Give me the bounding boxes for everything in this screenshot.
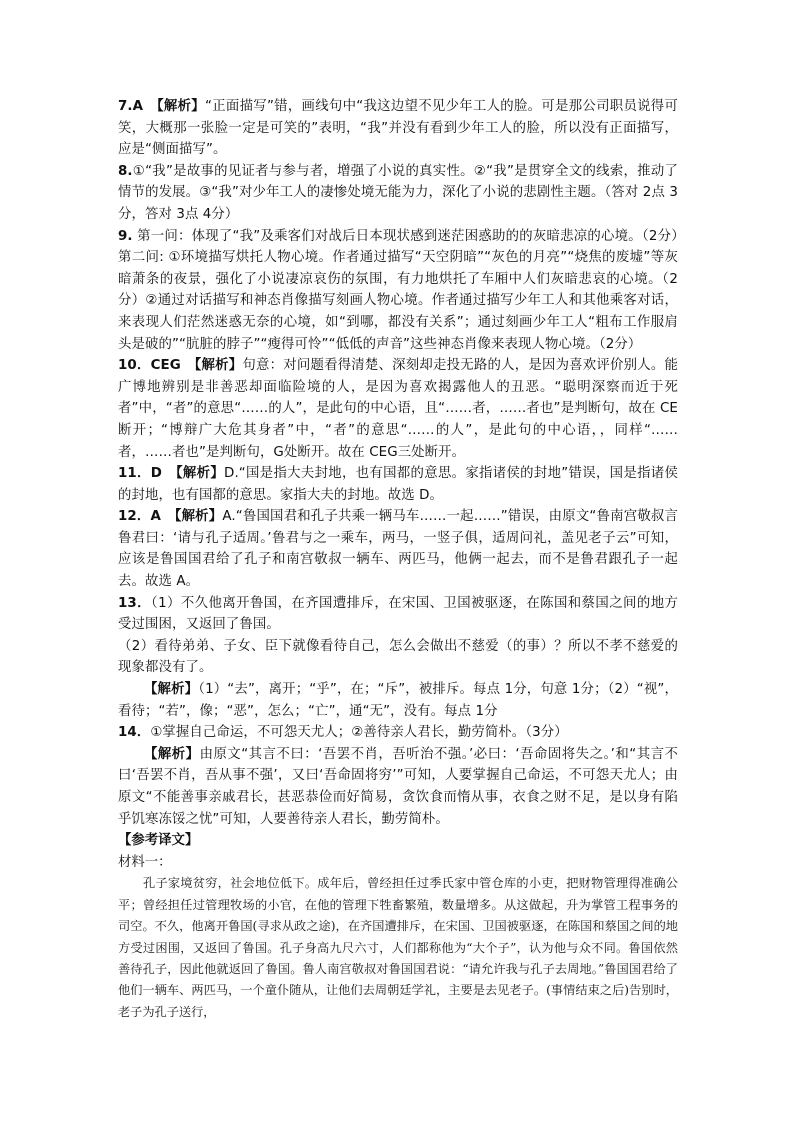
answer-7 — [118, 96, 678, 161]
analysis-tag: 【解析】 — [194, 358, 243, 374]
answer-content — [118, 96, 678, 1023]
answer-number: 7.A — [118, 99, 144, 114]
answer-number: 11．D — [118, 466, 162, 482]
answer-text: （1）不久他离开鲁国，在齐国遭排斥，在宋国、卫国被驱逐，在陈国和蔡国之间的地方受过围困，又返回了鲁国。 — [118, 595, 678, 633]
answer-number: 14． — [118, 725, 151, 741]
answer-number: 13． — [118, 595, 151, 611]
answer-number: 12．A — [118, 509, 161, 525]
analysis-tag: 【解析】 — [174, 509, 223, 525]
answer-text: A.“鲁国国君和孔子共乘一辆马车……一起……”错误，由原文“鲁南宫敬叔言鲁君曰：‘请与孔子适周。’鲁君与之一乘车，两马，一竖子俱，适周问礼，盖见老子云”可知，应该是鲁国国君给了孔子和南宫敬叔一辆车、两匹马，他俩一起去，而不是鲁君跟孔子一起去。故选 A。 — [118, 509, 678, 590]
material-label: 材料一： — [118, 854, 172, 870]
answer-13-analysis — [118, 679, 678, 722]
answer-number: 8. — [118, 163, 133, 179]
analysis-tag: 【解析】 — [144, 746, 200, 762]
reference-translation-heading: 【参考译文】 — [118, 833, 199, 849]
answer-14-analysis — [118, 744, 678, 830]
answer-text: ①掌握自己命运，不可怨天尤人；②善待亲人君长，勤劳简朴。（3分） — [150, 725, 568, 741]
answer-text: 句意：对问题看得清楚、深刻却走投无路的人，是因为喜欢评价别人。能广博地辨别是非善恶却面临险境的人，是因为喜欢揭露他人的丑恶。“聪明深察而近于死者”中，“者”的意思“……的人”，是此句的中心语，且“……者，……者也”是判断句，故在 CE断开；“博辩广大危其身者”中，“者”的意思“……的人”，是此句的中心语，，同样“……者，……者也”是判断句，G处断开。故在 CEG三处断开。 — [118, 358, 678, 460]
answer-10 — [118, 355, 678, 463]
answer-14 — [118, 722, 678, 744]
answer-9 — [118, 226, 678, 356]
answer-11 — [118, 463, 678, 506]
answer-13-part1 — [118, 593, 678, 636]
answer-text: “正面描写”错，画线句中“我这边望不见少年工人的脸。可是那公司职员说得可笑，大概那一张脸一定是可笑的”表明，“我”并没有看到少年工人的脸，所以没有正面描写，应是“侧面描写”。 — [118, 99, 678, 158]
translation-text: 孔子家境贫穷，社会地位低下。成年后，曾经担任过季氏家中管仓库的小吏，把财物管理得准确公平；曾经担任过管理牧场的小官，在他的管理下牲畜繁殖，数量增多。从这做起，升为掌管工程事务的司空。不久，他离开鲁国(寻求从政之途)，在齐国遭排斥，在宋国、卫国被驱逐，在陈国和蔡国之间的地方受过困围，又返回了鲁国。孔子身高九尺六寸，人们都称他为“大个子”，认为他与众不同。鲁国依然善待孔子，因此他就返回了鲁国。鲁人南宫敬叔对鲁国国君说：“请允许我与孔子去周地。”鲁国国君给了他们一辆车、两匹马，一个童仆随从，让他们去周朝廷学礼，主要是去见老子。(事情结束之后)告别时，老子为孔子送行， — [118, 876, 678, 1019]
analysis-tag: 【解析】 — [144, 682, 199, 698]
analysis-tag: 【解析】 — [156, 99, 205, 114]
answer-13-part2 — [118, 636, 678, 679]
answer-text: D.“国是指大夫封地，也有国都的意思。家指诸侯的封地”错误，国是指诸侯的封地，也有国都的意思。家指大夫的封地。故选 D。 — [118, 466, 678, 503]
answer-text: 第一问：体现了“我”及乘客们对战后日本现状感到迷茫困惑助的的灰暗悲凉的心境。（2分）第二问: ①环境描写烘托人物心境。作者通过描写“天空阴暗”“灰色的月亮”“烧焦的废墟”等灰暗萧条的夜景，强化了小说凄凉哀伤的氛围，有力地烘托了车厢中人们灰暗悲哀的心境。（2分）②通过对话描写和神态肖像描写刻画人物心境。作者通过描写少年工人和其他乘客对话，来表现人们茫然迷惑无奈的心境，如“到哪，都没有关系”；通过刻画少年工人“粗布工作服肩头是破的”“肮脏的脖子”“瘦得可怜”“低低的声音”这些神态肖像来表现人物心境。（2分） — [118, 228, 678, 352]
answer-8 — [118, 161, 678, 226]
analysis-tag: 【解析】 — [175, 466, 225, 482]
answer-text: （2）看待弟弟、子女、臣下就像看待自己，怎么会做出不慈爱（的事）？所以不孝不慈爱的现象都没有了。 — [118, 638, 678, 676]
answer-number: 9. — [118, 228, 133, 244]
answer-number: 10．CEG — [118, 358, 181, 374]
answer-text: ①“我”是故事的见证者与参与者，增强了小说的真实性。②“我”是贯穿全文的线索，推动了情节的发展。③“我”对少年工人的凄惨处境无能为力，深化了小说的悲剧性主题。（答对 2点 3分，答对 3点 4分） — [118, 163, 678, 222]
answer-text: 由原文“其言不曰：‘吾罢不肖，吾听治不强。’必曰：‘吾命固将失之。’和“其言不曰‘吾罢不肖，吾从事不强’，又曰‘吾命固将穷’”可知，人要掌握自己命运，不可怨天尤人；由原文“不能善事亲戚君长，甚恶恭俭而好简易，贪饮食而惰从事，衣食之财不足，是以身有陷乎饥寒冻馁之忧”可知，人要善待亲人君长，勤劳简朴。 — [118, 746, 678, 827]
answer-text: （1）“去”，离开；“乎”，在；“斥”，被排斥。每点 1分，句意 1分；（2）“视”，看待；“若”，像；“恶”，怎么；“亡”，通“无”，没有。每点 1分 — [118, 682, 678, 719]
answer-12 — [118, 506, 678, 592]
